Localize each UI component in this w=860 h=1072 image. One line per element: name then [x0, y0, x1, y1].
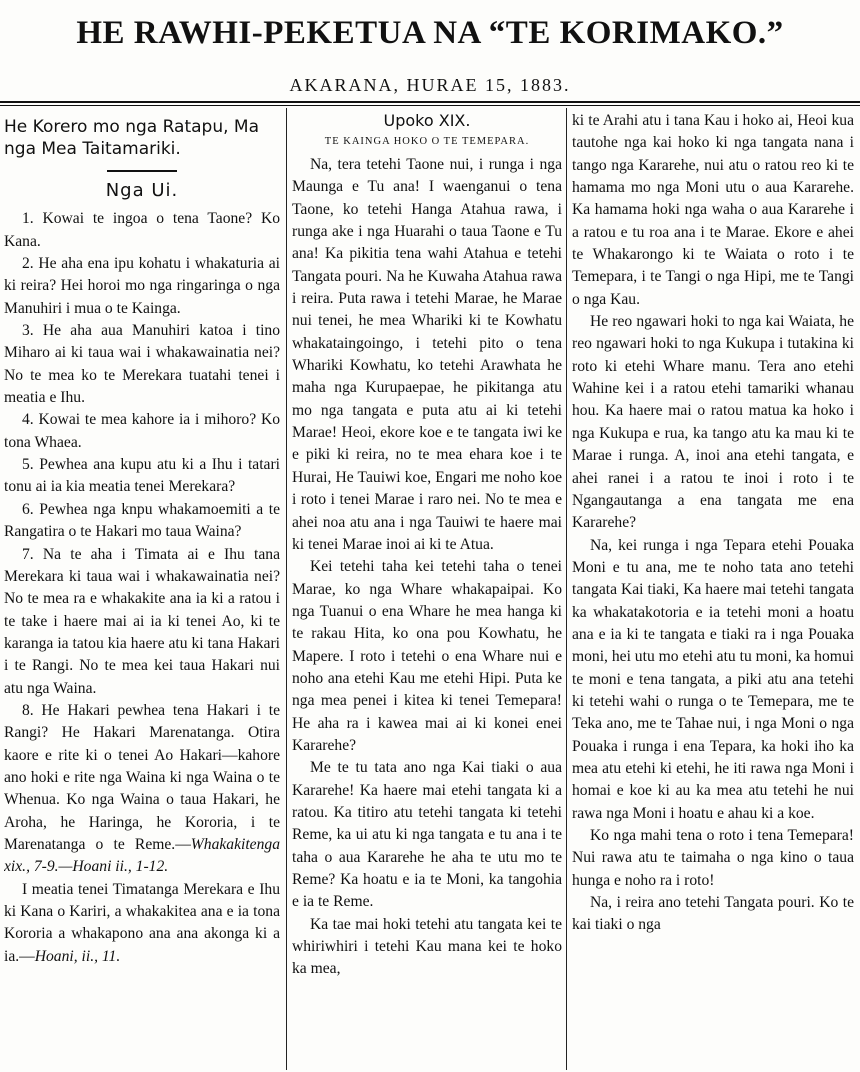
chapter-title: Upoko XIX.	[383, 111, 471, 130]
question-paragraph: 2. He aha ena ipu kohatu i whakaturia ai ki reira? Hei horoi mo nga ringaringa o nga Manuhiri i mua o te Kainga.	[4, 255, 280, 317]
question-paragraph: 4. Kowai te mea kahore ia i mihoro? Ko tona Whaea.	[4, 411, 280, 451]
story-paragraph: ki te Arahi atu i tana Kau i hoko ai, Heoi kua tautohe nga kai hoko ki nga tangata nana i tango nga Kararehe, nui atu o ratou reo ki te hamama mo nga Moni utu o aua Kararehe. Ka hamama hoki nga waha o aua Kararehe i a ratou e tu roa ana i te Marae. Ekore e ahei te Whakarongo ki te Waiata o roto i te Temepara, i te Tangi o nga Hipi, me te Tangi o nga Kau.	[572, 112, 854, 308]
story-paragraph: He reo ngawari hoki to nga kai Waiata, he reo ngawari hoki to nga Kukupa i tutakina ki roto ki etehi Whare manu. Tera ano etehi Wahine kei i a ratou etehi tamariki whanau hou. Ka haere mai o ratou matua ka hoko i nga Kukupa e rua, ka tango atu ka mau ki te Marae i runga. A, inoi ana etehi tangata, e ahei ranei i a ratou te inoi i roto i te Ngangautanga a ena tangata me ena Kararehe?	[572, 313, 854, 532]
header-rule-thin	[0, 105, 860, 106]
question-paragraph: 6. Pewhea nga knpu whakamoemiti a te Rangatira o te Hakari mo taua Waina?	[4, 500, 280, 541]
story-paragraph: Na, kei runga i nga Tepara etehi Pouaka Moni e tu ana, me te noho tata ano tetehi tangata Kai tiaki, Ka haere mai tetehi tangata ka whakatakotoria e ia tetehi moni a hoatu ana e ia ki te tangata e tiaki ra i nga Pouaka moni, hei utu mo etehi atu tu moni, ka homui te moni e tena tangata, a piki atu ana tetehi ki tetehi wahi o runga o te Temepara, me te Teka ano, me te Tahae nui, i nga Moni o nga Pouaka i runga i ena Tepara, ka hoki iho ka mea atu etehi ki etehi, he iti rawa nga Moni i homai e koe ki au ka mea atu tetehi he nui rawa nga Moni i hoatu e ahau ki a koe.	[572, 536, 854, 822]
story-paragraph: Na, tera tetehi Taone nui, i runga i nga Maunga e Tu ana! I waenganui o tena Taone, ko tetehi Hanga Atahua rawa, i runga ake i nga Huarahi o taua Taone e Tu ana! Ka pikitia tena wahi Atahua e tetehi Tangata pouri. Na he Kuwaha Atahua rawa i reira. Puta rawa i tetehi Marae, he Marae nui tenei, he mea Whariki ki te Kowhatu whakataingoingo, i tetehi pito o tena Whariki Kowhatu, ko tetehi Arawhata he maha nga Kurupaepae, he pikitanga atu mo nga tangata e puta atu ai ki tetehi Marae! Heoi, ekore koe e te tangata iwi ke e piki ki reira, no te mea ehara koe i te Hurai, He Tauiwi koe, Engari me noho koe i roto i tenei Marae i raro nei. No te mea e ahei noa atu ana i nga Tauiwi te haere mai ki tenei Marae inoi ai ki te Atua.	[292, 156, 562, 553]
paragraph-text: 8. He Hakari pewhea tena Hakari i te Rangi? He Hakari Marenatanga. Otira kaore e rite ki o tenei Ao Hakari—kahore ano hoki e rite nga Waina ki nga Waina o te Whenua. Ko nga Waina o taua Hakari, he Aroha, he Haringa, he Kororia, i te Marenatanga o te Reme.—	[4, 701, 280, 853]
scripture-reference: Whakakitenga xix., 7-9.—Hoani ii., 1-12.	[4, 835, 280, 876]
scripture-reference: Hoani, ii., 11.	[34, 947, 121, 965]
question-paragraph: 1. Kowai te ingoa o tena Taone? Ko Kana.	[4, 210, 280, 250]
closing-paragraph	[4, 879, 280, 968]
story-paragraph: Ka tae mai hoki tetehi atu tangata kei te whiriwhiri i tetehi Kau mana kei te hoko ka mea,	[292, 915, 562, 978]
header-rule	[0, 101, 860, 103]
column-2	[292, 110, 562, 1068]
column-1	[4, 110, 280, 1068]
question-paragraph: 3. He aha aua Manuhiri katoa i tino Miharo ai ki taua wai i whakawainatia nei? No te mea ko te Merekara tuatahi tenei i meatia e Ihu.	[4, 322, 280, 407]
question-paragraph: 5. Pewhea ana kupu atu ki a Ihu i tatari tonu ai ia kia meatia tenei Merekara?	[4, 456, 280, 496]
column-divider	[566, 108, 567, 1070]
story-paragraph: Na, i reira ano tetehi Tangata pouri. Ko te kai tiaki o nga	[572, 894, 854, 934]
question-paragraph: 7. Na te aha i Timata ai e Ihu tana Merekara ki taua wai i whakawainatia nei? No te mea ra e whakakite ana ia ki a ratou i te take i haere mai ai ia ki tenei Ao, ki te karanga ia tatou kia haere atu ki tana Hakari i te Rangi. No te mea kei taua Hakari nui atu nga Waina.	[4, 545, 280, 697]
section-divider	[107, 170, 177, 172]
story-paragraph: Me te tu tata ano nga Kai tiaki o aua Kararehe! Ka haere mai etehi tangata ki a ratou. Ka titiro atu tetehi tangata ki tetehi Reme, ka ui atu ki nga tangata e tu ana i te taha o aua Kararehe he aha te utu mo te Reme? Ka hoatu e ia te Moni, ka tangohia e ia te Reme.	[292, 759, 562, 911]
story-paragraph: Ko nga mahi tena o roto i tena Temepara! Nui rawa atu te taimaha o nga kino o taua hunga e noho ra i roto!	[572, 827, 854, 889]
column-3	[572, 110, 854, 1068]
section-title: Nga Ui.	[105, 180, 179, 201]
dateline: AKARANA, HURAE 15, 1883.	[289, 75, 571, 95]
paragraph-text: I meatia tenei Timatanga Merekara e Ihu ki Kana o Kariri, a whakakitea ana e ia tona Kororia a whakapono ana ana akonga ki a ia.—	[4, 880, 280, 965]
chapter-subtitle: TE KAINGA HOKO O TE TEMEPARA.	[324, 136, 530, 147]
masthead-title: HE RAWHI-PEKETUA NA “TE KORIMAKO.”	[76, 15, 784, 51]
question-paragraph	[4, 700, 280, 879]
column-divider	[286, 108, 287, 1070]
story-paragraph: Kei tetehi taha kei tetehi taha o tenei Marae, ko nga Whare whakapaipai. Ko nga Tuanui o ena Whare he mea hanga ki te rakau Hita, ko ona pou Kowhatu, he Mapere. I roto i tetehi o ena Whare nui e noho ana etehi Kau me etehi Hipi. Puta ke nga mea penei i kitea ki tenei Temepara! He aha ra i kawea mai ai ki konei enei Kararehe?	[292, 558, 562, 754]
column-heading: He Korero mo nga Ratapu, Ma nga Mea Taitamariki.	[4, 117, 259, 159]
